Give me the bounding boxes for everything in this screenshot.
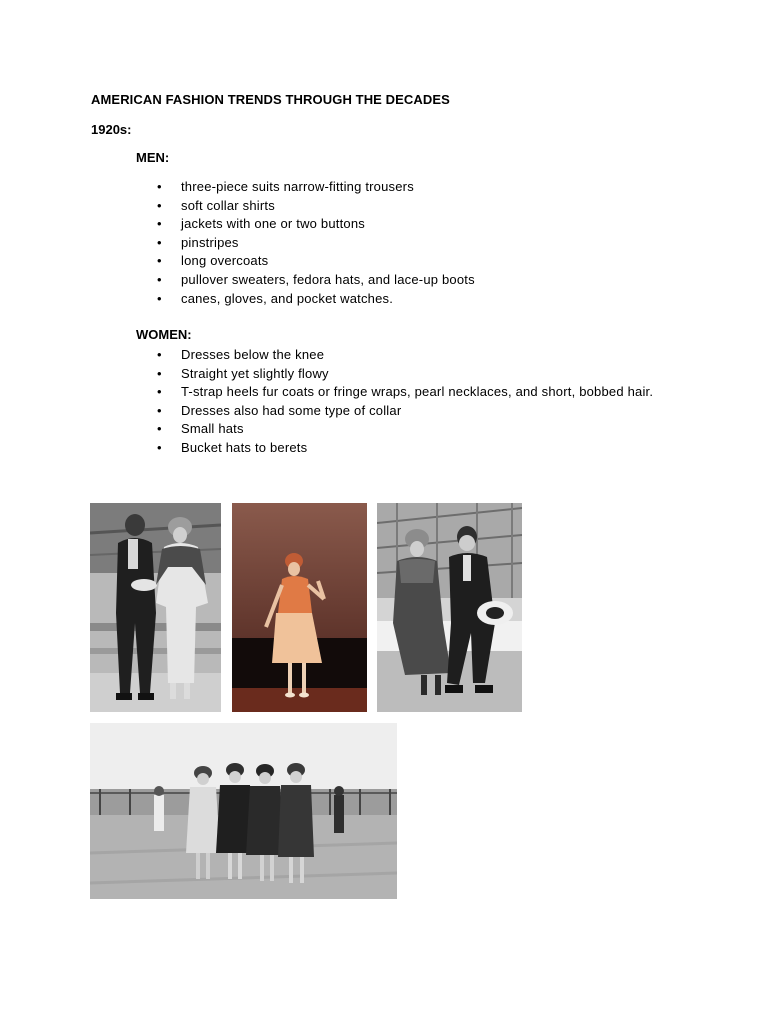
list-item: • soft collar shirts (136, 197, 678, 216)
document-title: AMERICAN FASHION TRENDS THROUGH THE DECADES (91, 92, 450, 107)
bullet-icon: • (157, 234, 162, 250)
women-heading: WOMEN: (136, 327, 192, 342)
bullet-icon: • (157, 347, 162, 362)
men-list (136, 178, 678, 308)
men-heading: MEN: (136, 150, 170, 165)
women-list (136, 346, 678, 458)
list-item: • canes, gloves, and pocket watches. (136, 290, 678, 309)
photo-group-women (90, 723, 397, 899)
list-item: • three-piece suits narrow-fitting trousers (136, 178, 678, 197)
photo-couple-standing (90, 503, 221, 712)
list-item: • long overcoats (136, 252, 678, 271)
bullet-icon: • (157, 439, 162, 455)
list-item: • jackets with one or two buttons (136, 215, 678, 234)
list-item: • Dresses also had some type of collar (136, 402, 678, 421)
list-item: • Bucket hats to berets (136, 439, 678, 458)
list-item: • pullover sweaters, fedora hats, and lace-up boots (136, 271, 678, 290)
photo-stage-dancer (232, 503, 367, 712)
list-item: • Small hats (136, 420, 678, 439)
bullet-icon: • (157, 402, 162, 418)
bullet-icon: • (157, 179, 162, 194)
bullet-icon: • (157, 216, 162, 232)
bullet-icon: • (157, 271, 162, 287)
list-item: • T-strap heels fur coats or fringe wraps, pearl necklaces, and short, bobbed hair. (136, 383, 678, 402)
decade-heading: 1920s: (91, 122, 132, 137)
bullet-icon: • (157, 365, 162, 381)
bullet-icon: • (157, 421, 162, 437)
bullet-icon: • (157, 253, 162, 269)
list-item: • Straight yet slightly flowy (136, 365, 678, 384)
bullet-icon: • (157, 290, 162, 306)
bullet-icon: • (157, 384, 162, 400)
list-item: • Dresses below the knee (136, 346, 678, 365)
photo-couple-seated (377, 503, 522, 712)
bullet-icon: • (157, 197, 162, 213)
list-item: • pinstripes (136, 234, 678, 253)
